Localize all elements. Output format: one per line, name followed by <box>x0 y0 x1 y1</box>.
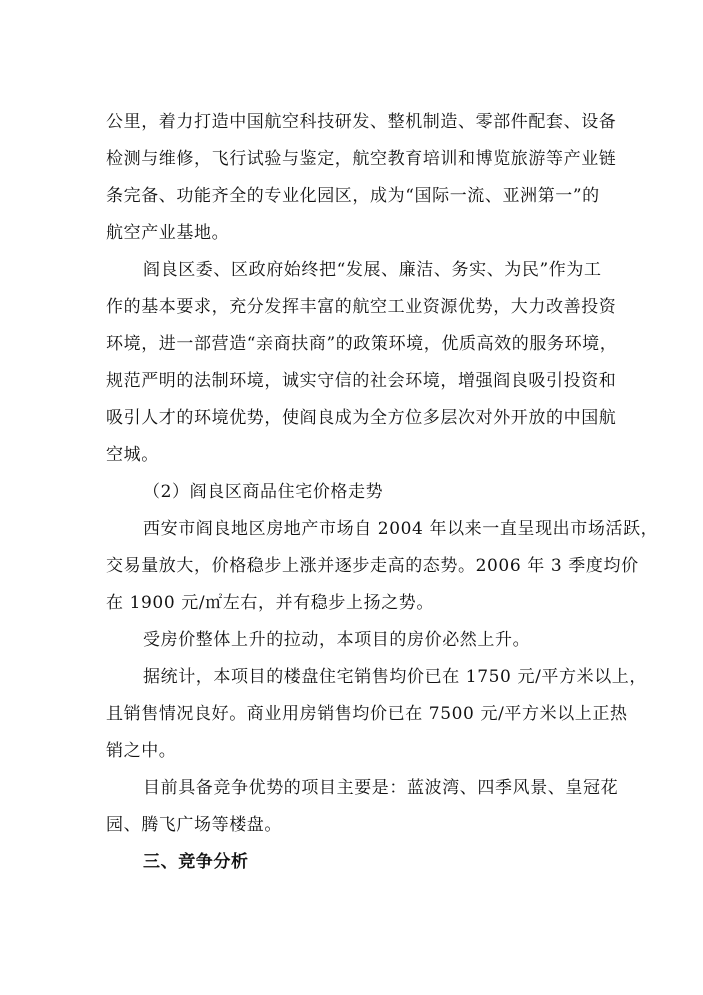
para6-line-2: 园、腾飞广场等楼盘。 <box>106 815 282 835</box>
para1-line-2: 检测与维修，飞行试验与鉴定，航空教育培训和博览旅游等产业链 <box>106 149 617 169</box>
para2-line-5: 吸引人才的环境优势，使阎良成为全方位多层次对外开放的中国航 <box>106 408 617 428</box>
para2-line-1: 阎良区委、区政府始终把“发展、廉洁、务实、为民”作为工 <box>143 260 602 280</box>
para2-line-2: 作的基本要求，充分发挥丰富的航空工业资源优势，大力改善投资 <box>106 297 617 317</box>
para5-line-1: 据统计，本项目的楼盘住宅销售均价已在 1750 元/平方米以上， <box>143 667 647 687</box>
para6-line-1: 目前具备竞争优势的项目主要是：蓝波湾、四季风景、皇冠花 <box>143 778 619 798</box>
para2-line-3: 环境，进一部营造“亲商扶商”的政策环境，优质高效的服务环境， <box>106 334 618 354</box>
chapter-heading: 三、竞争分析 <box>143 852 249 872</box>
para3-line-2: 交易量放大，价格稳步上涨并逐步走高的态势。2006 年 3 季度均价 <box>106 556 639 576</box>
para3-line-1: 西安市阎良地区房地产市场自 2004 年以来一直呈现出市场活跃， <box>143 519 659 539</box>
section-heading: （2）阎良区商品住宅价格走势 <box>143 482 384 502</box>
para2-line-4: 规范严明的法制环境，诚实守信的社会环境，增强阎良吸引投资和 <box>106 371 617 391</box>
para2-line-6: 空城。 <box>106 445 159 465</box>
para4-line-1: 受房价整体上升的拉动，本项目的房价必然上升。 <box>143 630 531 650</box>
para1-line-4: 航空产业基地。 <box>106 223 230 243</box>
para1-line-3: 条完备、功能齐全的专业化园区，成为“国际一流、亚洲第一”的 <box>106 186 600 206</box>
para5-line-2: 且销售情况良好。商业用房销售均价已在 7500 元/平方米以上正热 <box>106 704 628 724</box>
para1-line-1: 公里，着力打造中国航空科技研发、整机制造、零部件配套、设备 <box>106 112 617 132</box>
para5-line-3: 销之中。 <box>106 741 177 761</box>
para3-line-3: 在 1900 元/㎡左右，并有稳步上扬之势。 <box>106 593 434 613</box>
